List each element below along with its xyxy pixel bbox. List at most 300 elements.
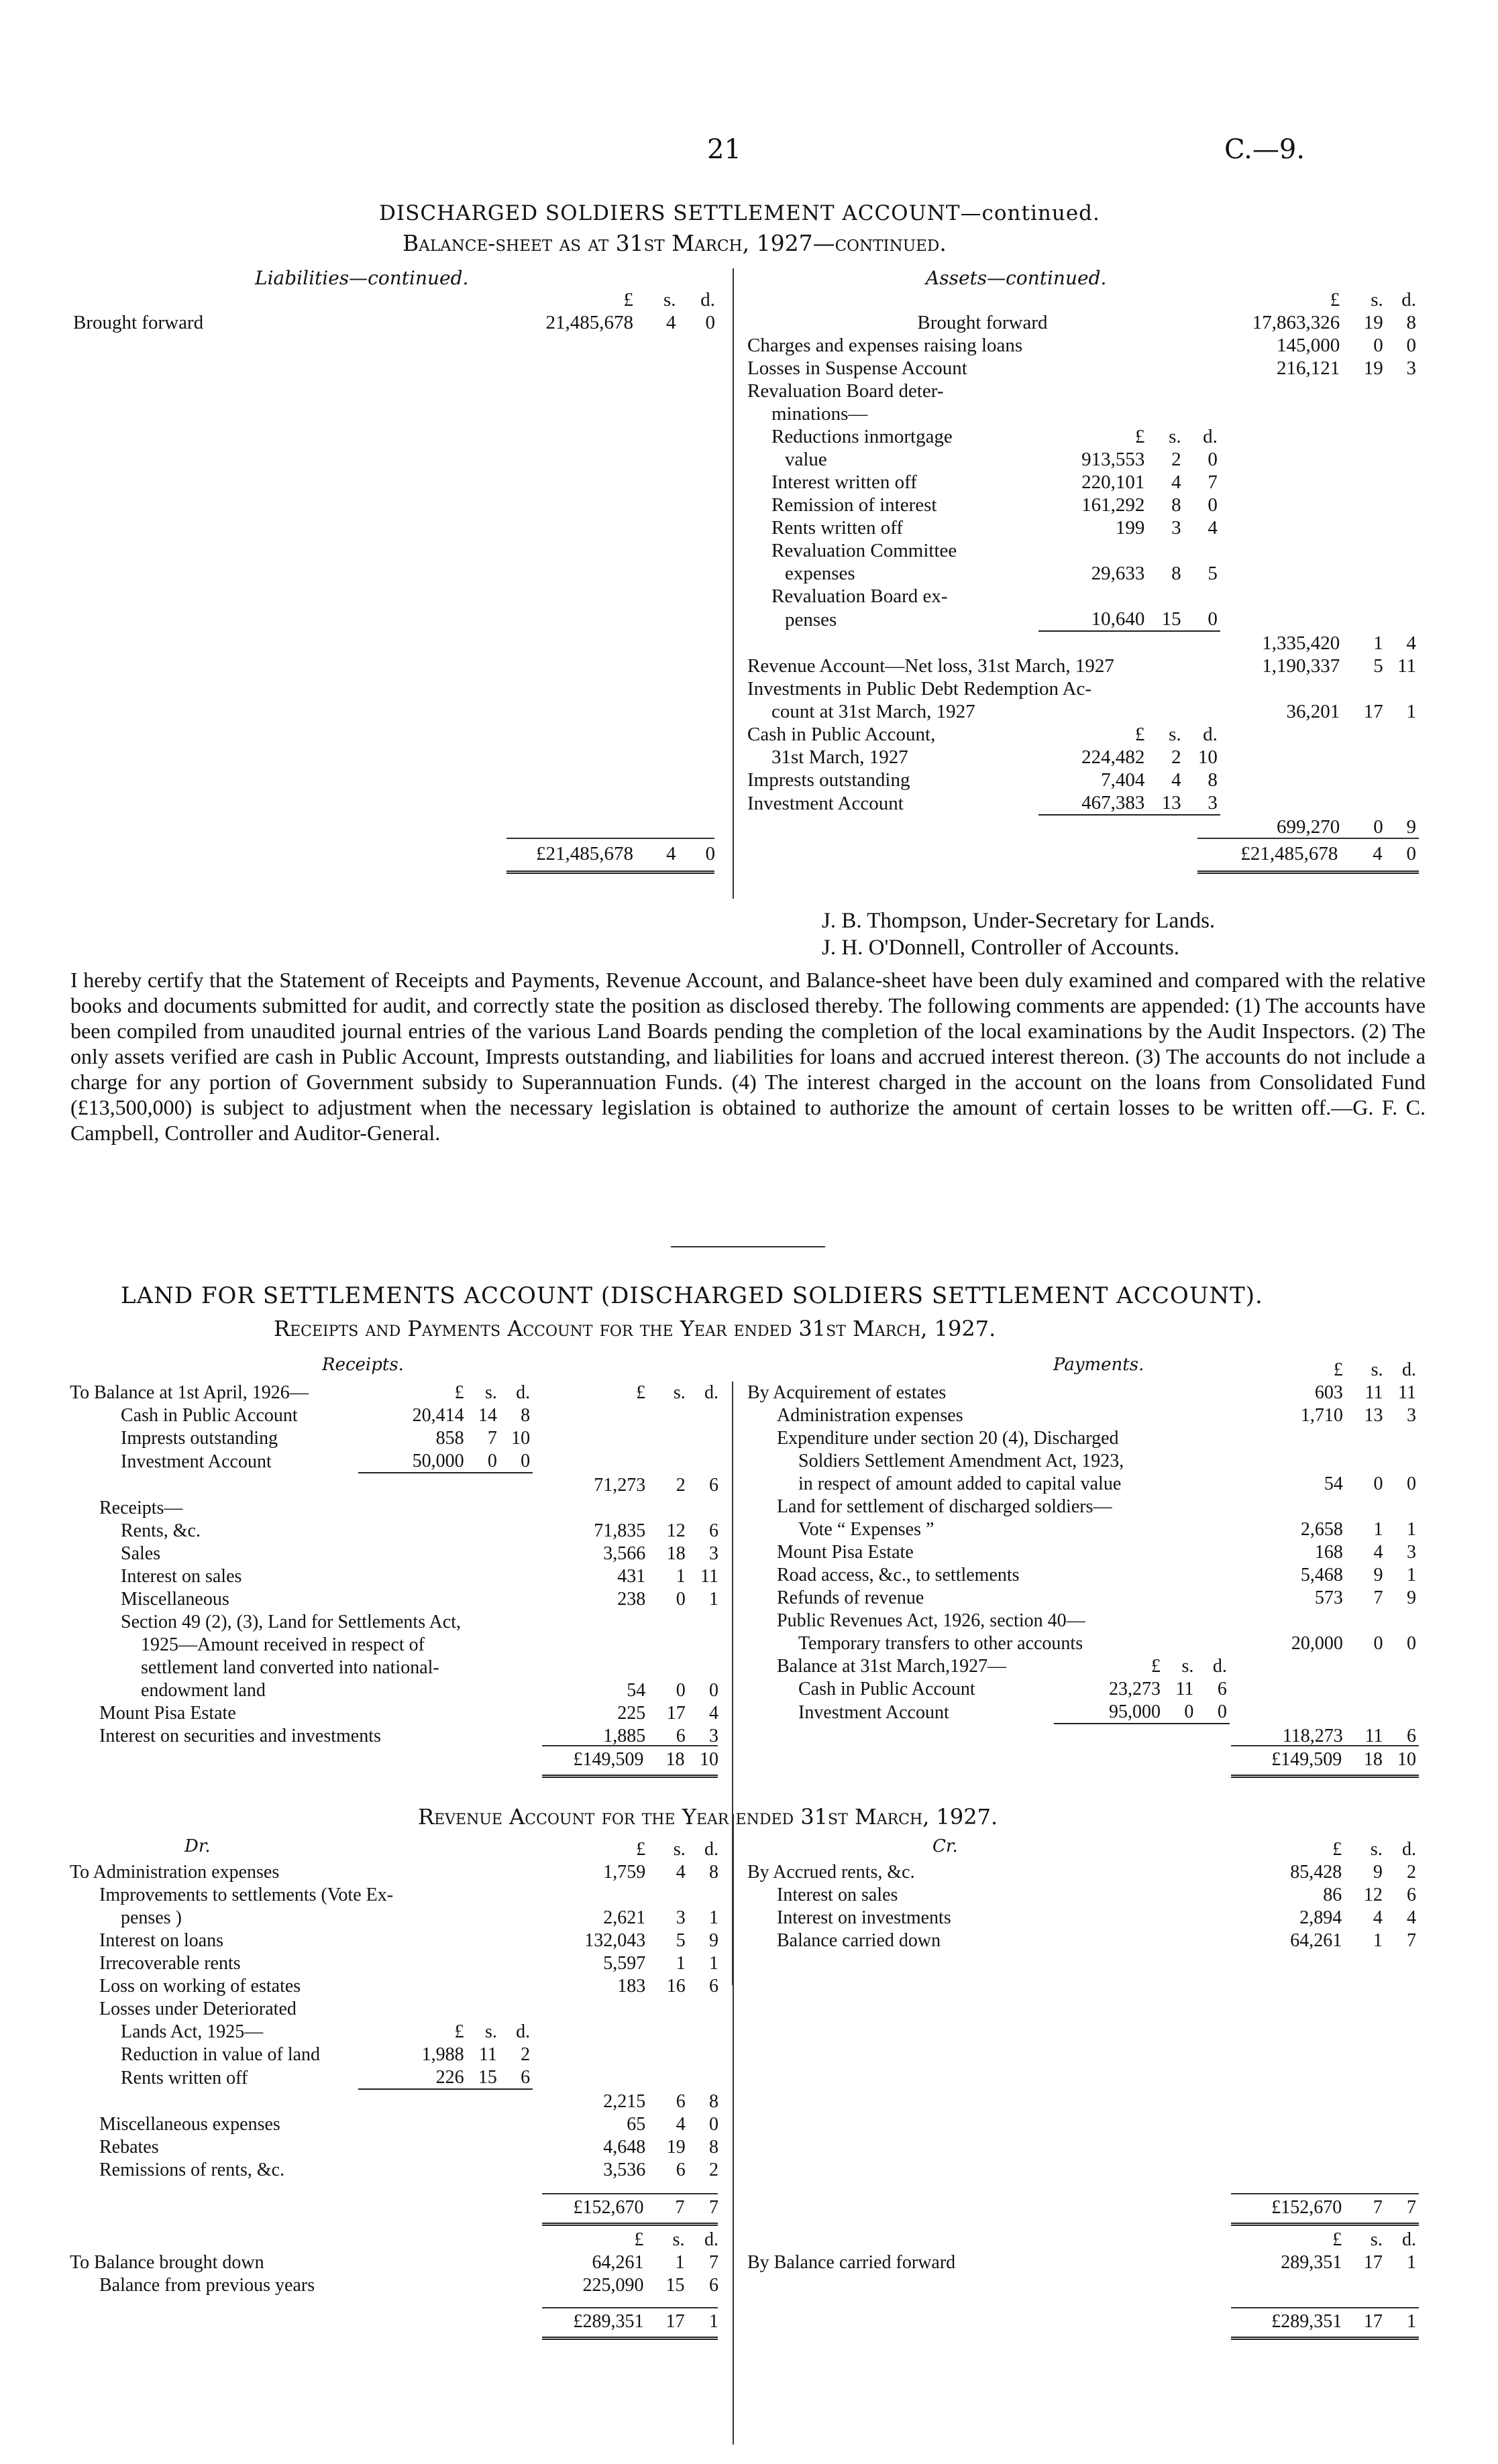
table-row [745,723,1419,746]
table-cell-empty [1386,516,1419,539]
table-cell-empty [1386,494,1419,516]
table-cell: Mount Pisa Estate [99,1703,236,1724]
table-cell-empty [1386,608,1419,631]
table-row [67,2066,721,2089]
table-cell: Imprests outstanding [121,1428,278,1449]
table-cell-empty [688,2020,721,2043]
table-cell: 15 [478,2067,497,2088]
table-cell: Cash in Public Account, [747,724,936,745]
table-cell: Cash in Public Account [798,1679,975,1699]
table-cell: 11 [478,2044,497,2065]
table-cell: s. [1370,1839,1383,1860]
table-row [745,631,1419,655]
table-cell-empty [533,1404,648,1426]
payments-table [745,1358,1419,1747]
table-row [67,1997,721,2020]
table-cell-empty [1220,769,1342,791]
table-cell: 10 [1397,1749,1416,1770]
table-cell: Rents written off [121,2068,248,2088]
signature-thompson: J. B. Thompson, Under-Secretary for Lands. [822,909,1216,933]
table-cell: 6 [521,2067,531,2088]
table-cell-empty [1038,402,1147,425]
table-cell-empty [533,1358,648,1381]
table-cell: 18 [665,1749,685,1770]
table-row [67,2158,721,2181]
table-cell-empty [1230,1700,1346,1724]
table-row [745,769,1419,791]
table-cell-empty [467,1358,500,1381]
table-cell: 8 [1171,494,1181,516]
table-cell: 17 [1363,2311,1383,2332]
table-cell: 3 [1171,517,1181,539]
table-cell: £149,509 [573,1749,644,1770]
table-row [67,1426,721,1449]
table-cell-empty [648,1449,688,1473]
table-cell: 6 [1407,1726,1416,1746]
table-row [745,677,1419,700]
table-cell: Vote “ Expenses ” [798,1519,934,1540]
table-cell: 220,101 [1081,471,1145,493]
table-row [745,1860,1419,1883]
table-row [745,334,1419,357]
table-cell: 5,597 [603,1953,646,1974]
table-cell: 603 [1314,1382,1343,1403]
table-cell-empty [648,1633,688,1656]
table-cell: 289,351 [1281,2252,1342,2273]
table-cell-empty [1346,1426,1386,1449]
table-cell: 0 [1373,1633,1383,1654]
debits-balance-table [67,2228,721,2296]
table-cell-empty [1220,516,1342,539]
table-cell: d. [700,289,715,311]
table-cell: 13 [1161,792,1181,814]
table-cell-empty [688,1610,721,1633]
table-cell-empty [1147,700,1183,723]
table-cell-empty [1038,585,1147,608]
table-row [745,380,1419,402]
table-cell-empty [1342,769,1386,791]
table-cell-empty [70,842,516,865]
table-row [745,1883,1419,1906]
table-cell: Miscellaneous expenses [99,2114,280,2135]
table-cell: 86 [1323,1885,1342,1905]
table-cell: 11 [1397,655,1416,677]
table-cell: 8 [1208,769,1218,791]
table-cell-empty [648,2043,688,2066]
table-cell: 0 [1407,1633,1416,1654]
table-cell-empty [745,1748,1227,1771]
table-cell-empty [1220,608,1342,631]
table-cell: d. [1402,1839,1416,1860]
table-cell: 7 [1407,1930,1416,1951]
table-cell: 4 [1171,769,1181,791]
debits-total2 [67,2310,721,2333]
table-cell: Balance carried down [777,1930,941,1951]
table-cell: 18 [1363,1749,1383,1770]
table-cell-empty [1386,677,1419,700]
table-cell: 7,404 [1101,769,1145,791]
debits-double-rule-2 [542,2337,718,2340]
table-cell: 11 [700,1566,718,1587]
table-cell-empty [1038,631,1220,655]
table-row [67,1952,721,1974]
table-cell: £ [1333,1359,1343,1380]
table-cell: Rents, &c. [121,1520,201,1541]
table-cell-empty [648,1358,688,1381]
table-row [67,1883,721,1906]
table-cell: 2,658 [1300,1519,1343,1540]
table-cell-empty [533,1883,648,1906]
table-row [67,1633,721,1656]
table-cell: 0 [1208,608,1218,630]
table-cell: £ [1332,2229,1342,2250]
table-cell: 65 [627,2114,646,2135]
table-cell: £ [1330,289,1340,311]
table-cell-empty [1147,288,1183,311]
table-cell: 4 [666,843,676,864]
table-cell-empty [1342,494,1386,516]
table-cell: 1,988 [421,2044,464,2065]
table-cell-empty [1386,425,1419,448]
table-cell-empty [1220,746,1342,769]
table-cell: 1,190,337 [1262,655,1340,677]
table-cell-empty [67,1748,528,1771]
table-cell: To Balance at 1st April, 1926— [70,1382,309,1403]
receipts-table [67,1358,721,1747]
table-cell-empty [1386,1495,1419,1518]
table-cell: 0 [709,2114,718,2135]
table-cell: 15 [665,2275,685,2296]
table-row [67,1496,721,1519]
table-cell-empty [1386,562,1419,585]
table-row [745,1724,1419,1747]
table-cell: Cash in Public Account [121,1405,298,1426]
credits-total [745,2196,1419,2219]
table-cell: 573 [1314,1587,1343,1608]
table-cell: 0 [1373,335,1383,356]
table-cell: s. [1371,1359,1383,1380]
table-cell-empty [358,1838,467,1860]
table-cell-empty [1346,1495,1386,1518]
table-row [70,311,718,334]
table-cell: 9 [709,1930,718,1951]
dr-heading: Dr. [184,1836,211,1856]
table-cell-empty [1196,1358,1229,1381]
table-cell: 0 [705,843,715,864]
table-cell: £149,509 [1271,1749,1342,1770]
table-cell-empty [1346,1609,1386,1632]
table-cell: £ [623,289,633,311]
table-row [67,1404,721,1426]
table-cell: 145,000 [1276,335,1340,356]
table-cell: 2 [709,2160,718,2180]
table-cell: 431 [617,1566,646,1587]
table-row [745,539,1419,562]
liab-double-rule [506,871,714,874]
table-cell-empty [1054,1358,1163,1381]
table-cell: 4,648 [603,2137,646,2158]
table-cell: 4 [1373,1907,1383,1928]
table-cell-empty [1386,448,1419,471]
table-cell: 0 [1373,816,1383,838]
table-cell: 1 [1407,1565,1416,1585]
credits-total2 [745,2310,1419,2333]
table-cell-empty [67,2310,528,2333]
table-cell: £289,351 [1271,2311,1342,2332]
table-cell-empty [1346,1449,1386,1472]
table-cell: 858 [435,1428,464,1449]
table-cell-empty [1342,516,1386,539]
table-cell-empty [1342,677,1386,700]
table-row [745,1929,1419,1952]
table-cell: 19 [666,2137,686,2158]
table-cell: Interest written off [771,471,917,493]
assets-table [745,288,1419,838]
table-cell: minations— [771,403,868,425]
table-cell: £ [1134,426,1145,447]
table-cell: 6 [676,1726,686,1746]
table-cell: 2,215 [603,2091,646,2112]
table-cell: £ [1151,1656,1161,1677]
table-cell: 11 [1398,1382,1416,1403]
table-cell-empty [67,2228,528,2251]
table-cell-empty [745,2196,1227,2219]
table-cell-empty [467,1838,500,1860]
table-cell-empty [533,2043,648,2066]
table-cell-empty [648,1656,688,1679]
table-cell-empty [1342,380,1386,402]
table-cell-empty [1220,723,1342,746]
payments-total-rule [1231,1745,1419,1746]
table-cell: 3 [1208,792,1218,814]
table-cell: s. [673,1382,686,1403]
table-cell: s. [1371,289,1383,311]
table-cell: endowment land [141,1680,266,1701]
table-cell: Reduction in value of land [121,2044,321,2065]
rp-title: Receipts and Payments Account for the Year ended 31st March, 1927. [274,1316,996,1341]
table-row [745,2251,1419,2274]
table-cell: 1 [709,2311,718,2332]
table-cell: 4 [1407,1907,1416,1928]
table-cell: 1,885 [603,1726,646,1746]
table-cell-empty [1054,1724,1230,1747]
table-cell: 2,621 [603,1907,646,1928]
table-cell: s. [1169,426,1181,447]
table-row [745,562,1419,585]
table-cell-empty [1386,380,1419,402]
table-cell: £ [1332,1839,1342,1860]
table-cell-empty [1386,1426,1419,1449]
table-cell: £ [636,1382,646,1403]
table-cell: 31st March, 1927 [771,746,908,768]
debits-table [67,1838,721,2181]
table-cell: 1,759 [603,1862,646,1883]
table-cell-empty [1184,288,1220,311]
table-cell: Brought forward [73,312,204,333]
table-cell: 1 [676,1953,686,1974]
table-row [67,1587,721,1610]
table-cell: 6 [709,1475,718,1496]
table-cell: 1 [1373,1519,1383,1540]
table-cell: 1,710 [1300,1405,1343,1426]
table-cell: Rents written off [771,517,903,539]
table-cell: d. [704,2229,718,2250]
table-row [745,815,1419,838]
page-ref: C.—9. [1224,134,1305,165]
bs-subtitle: Balance-sheet as at 31st March, 1927—continued. [403,230,947,256]
table-cell: 0 [1407,1473,1416,1494]
table-cell: 4 [676,2114,686,2135]
table-cell: 913,553 [1081,449,1145,470]
table-cell-empty [1386,1700,1419,1724]
table-cell: d. [1401,289,1416,311]
table-cell: 12 [1363,1885,1383,1905]
table-cell-empty [648,1883,688,1906]
table-cell-empty [1038,815,1220,838]
table-row [67,1656,721,1679]
debits-total2-rule [542,2307,718,2308]
table-cell: 1 [675,2252,685,2273]
table-cell: 118,273 [1282,1726,1343,1746]
table-cell: 9 [1373,1862,1383,1883]
table-row [745,1655,1419,1677]
table-cell-empty [1386,723,1419,746]
table-row [745,1541,1419,1563]
cr-heading: Cr. [932,1836,958,1856]
table-cell: Investment Account [798,1702,949,1723]
table-cell-empty [467,1496,500,1519]
table-cell-empty [1342,402,1386,425]
table-cell: 0 [1208,449,1218,470]
table-cell: 0 [676,1680,686,1701]
table-cell: Remissions of rents, &c. [99,2160,285,2180]
table-cell-empty [1230,1677,1346,1700]
table-cell: 132,043 [584,1930,646,1951]
table-cell: 467,383 [1081,792,1145,814]
table-cell-empty [1220,677,1342,700]
table-cell-empty [70,288,516,311]
table-cell: d. [704,1382,718,1403]
table-row [745,1381,1419,1404]
table-cell-empty [1342,425,1386,448]
table-cell: 17 [665,2311,685,2332]
table-cell: d. [1402,1359,1416,1380]
table-cell: 13 [1364,1405,1383,1426]
table-row [67,1860,721,1883]
table-cell: 0 [521,1451,531,1471]
table-cell: 18 [666,1543,686,1564]
table-row [745,402,1419,425]
table-row [745,585,1419,608]
table-cell: Charges and expenses raising loans [747,335,1023,356]
table-cell: 225 [617,1703,646,1724]
table-cell-empty [688,1426,721,1449]
table-cell: 1 [1373,1930,1383,1951]
table-cell-empty [745,1358,1054,1381]
table-cell: Revenue Account—Net loss, 31st March, 1927 [747,655,1114,677]
table-cell: 12 [666,1520,686,1541]
table-cell: To Balance brought down [70,2252,264,2273]
table-row [745,1609,1419,1632]
debits-double-rule [542,2223,718,2226]
table-cell: 0 [676,1589,686,1610]
table-row [67,1724,721,1747]
table-row [67,1473,721,1496]
table-cell: 95,000 [1108,1701,1161,1722]
table-cell: 3 [1406,357,1416,379]
table-cell: 7 [1373,1587,1383,1608]
table-cell-empty [745,631,1038,655]
table-cell: Refunds of revenue [777,1587,924,1608]
table-cell: 16 [666,1976,686,1997]
table-cell-empty [1386,1449,1419,1472]
table-cell: 3 [676,1907,686,1928]
table-cell-empty [533,2020,648,2043]
table-cell: 11 [1365,1726,1383,1746]
table-cell: 3 [709,1543,718,1564]
table-cell-empty [358,1496,467,1519]
table-cell: 8 [709,2091,718,2112]
table-cell: 1 [709,1953,718,1974]
table-cell-empty [1346,1700,1386,1724]
table-row [67,2251,721,2274]
table-row [67,1906,721,1929]
table-cell: 50,000 [412,1451,464,1471]
debits-total-rule [542,2193,718,2194]
table-cell: 3 [709,1726,718,1746]
table-row [745,1518,1419,1541]
table-cell: 6 [709,1976,718,1997]
table-cell: 7 [1407,2197,1416,2218]
table-cell: Balance from previous years [99,2275,315,2296]
table-cell-empty [1386,585,1419,608]
payments-heading: Payments. [1053,1355,1144,1375]
table-cell: Imprests outstanding [747,769,910,791]
table-cell-empty [1220,562,1342,585]
table-cell: d. [516,1382,531,1403]
table-cell-empty [688,1633,721,1656]
table-cell: 1 [709,1907,718,1928]
table-cell: £152,670 [1271,2197,1342,2218]
table-cell: 8 [1171,563,1181,584]
table-cell-empty [1220,425,1342,448]
revenue-title: Revenue Account for the Year ended 31st March, 1927. [418,1804,998,1830]
liab-total-rule [506,838,714,839]
table-cell: 0 [705,312,715,333]
table-row [745,1677,1419,1700]
table-row [67,2113,721,2135]
table-cell: Administration expenses [777,1405,963,1426]
table-cell-empty [1230,1426,1346,1449]
table-cell-empty [533,1997,648,2020]
table-cell-empty [1220,791,1342,815]
table-cell-empty [1163,1358,1196,1381]
table-cell-empty [533,1496,648,1519]
table-row [745,1472,1419,1495]
table-cell: 0 [709,1680,718,1701]
table-cell-empty [1342,791,1386,815]
receipts-total [67,1748,721,1771]
table-cell-empty [688,1883,721,1906]
table-cell: 6 [709,2275,718,2296]
table-cell: £ [1134,724,1145,745]
table-cell-empty [1386,1655,1419,1677]
table-cell: 1 [1407,1519,1416,1540]
table-cell-empty [500,1838,533,1860]
table-cell: Investments in Public Debt Redemption Ac- [747,678,1092,699]
table-cell: 224,482 [1081,746,1145,768]
table-cell-empty [648,1404,688,1426]
